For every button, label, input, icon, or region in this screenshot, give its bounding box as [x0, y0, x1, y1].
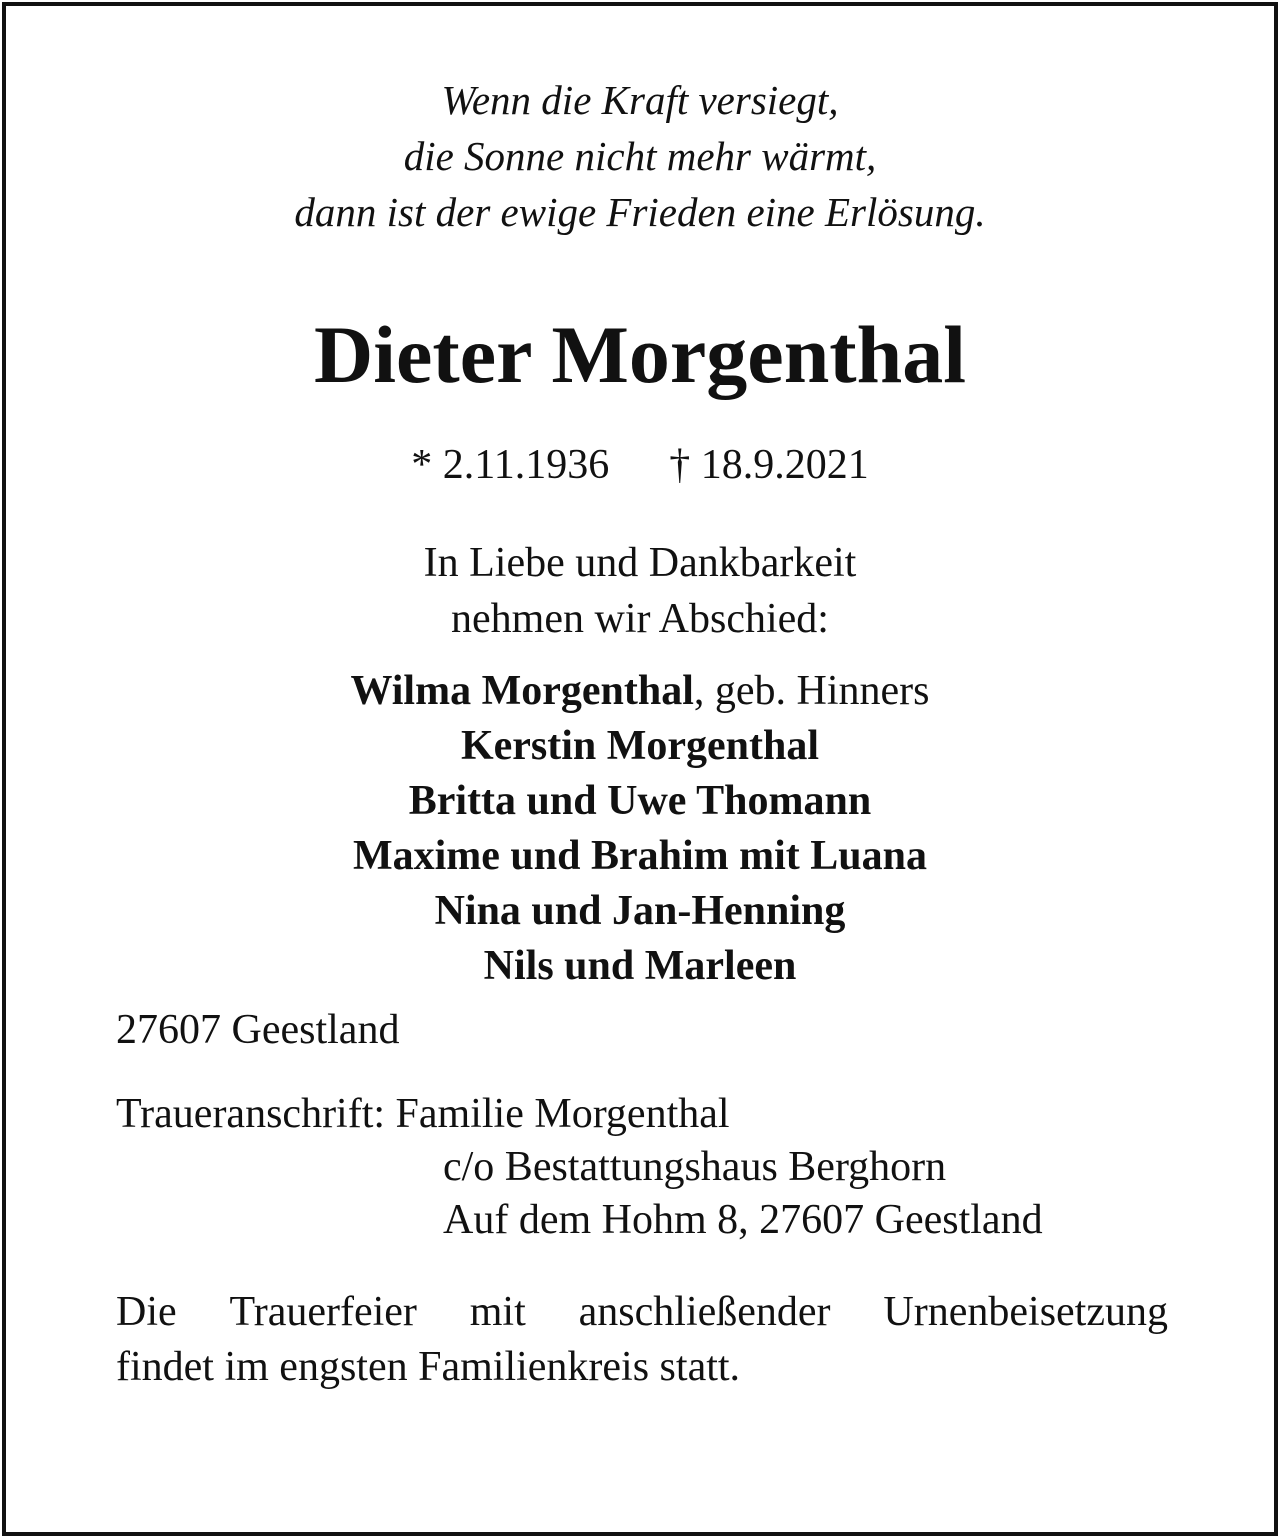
mourning-address [116, 1088, 1043, 1247]
mourner-name: Nina und Jan-Henning [434, 888, 846, 934]
address-line: Familie Morgenthal [395, 1091, 730, 1137]
ceremony-line: findet im engsten Familienkreis statt. [116, 1344, 741, 1390]
ceremony-word: mit [469, 1289, 526, 1335]
mourner-row [0, 719, 1280, 774]
mourner-name: Kerstin Morgenthal [460, 723, 820, 769]
birth-date: * 2.11.1936 [411, 442, 610, 488]
ceremony-word: Die [116, 1289, 177, 1335]
mourner-row [0, 884, 1280, 939]
place-of-residence: 27607 Geestland [116, 1007, 400, 1053]
mourner-name: Wilma Morgenthal [350, 668, 694, 714]
mourner-name: Maxime und Brahim mit Luana [352, 833, 928, 879]
mourner-row [0, 664, 1280, 719]
verse-line: dann ist der ewige Frieden eine Erlösung. [294, 189, 986, 235]
verse-line: Wenn die Kraft versiegt, [441, 77, 839, 123]
life-dates [0, 437, 1280, 493]
ceremony-line [116, 1285, 1168, 1340]
mourner-row [0, 939, 1280, 994]
ceremony-word: Trauerfeier [229, 1289, 417, 1335]
intro-line: In Liebe und Dankbarkeit [423, 540, 857, 586]
mourner-name: Britta und Uwe Thomann [408, 778, 872, 824]
verse-line: die Sonne nicht mehr wärmt, [403, 133, 877, 179]
ceremony-notice [116, 1285, 1168, 1395]
mourner-name: Nils und Marleen [483, 943, 797, 989]
address-label: Traueranschrift: [116, 1091, 386, 1137]
mourners-list [0, 664, 1280, 994]
ceremony-word: anschließender [578, 1289, 831, 1335]
mourner-row [0, 829, 1280, 884]
mourner-maiden-name: , geb. Hinners [693, 668, 930, 714]
address-line: Auf dem Hohm 8, 27607 Geestland [443, 1197, 1043, 1243]
mourner-row [0, 774, 1280, 829]
ceremony-word: Urnenbeisetzung [883, 1289, 1168, 1335]
intro-line: nehmen wir Abschied: [451, 596, 829, 642]
verse [0, 72, 1280, 240]
deceased-name: Dieter Morgenthal [314, 309, 966, 400]
death-date: † 18.9.2021 [669, 442, 869, 488]
address-line: c/o Bestattungshaus Berghorn [443, 1144, 947, 1190]
farewell-intro [0, 535, 1280, 647]
